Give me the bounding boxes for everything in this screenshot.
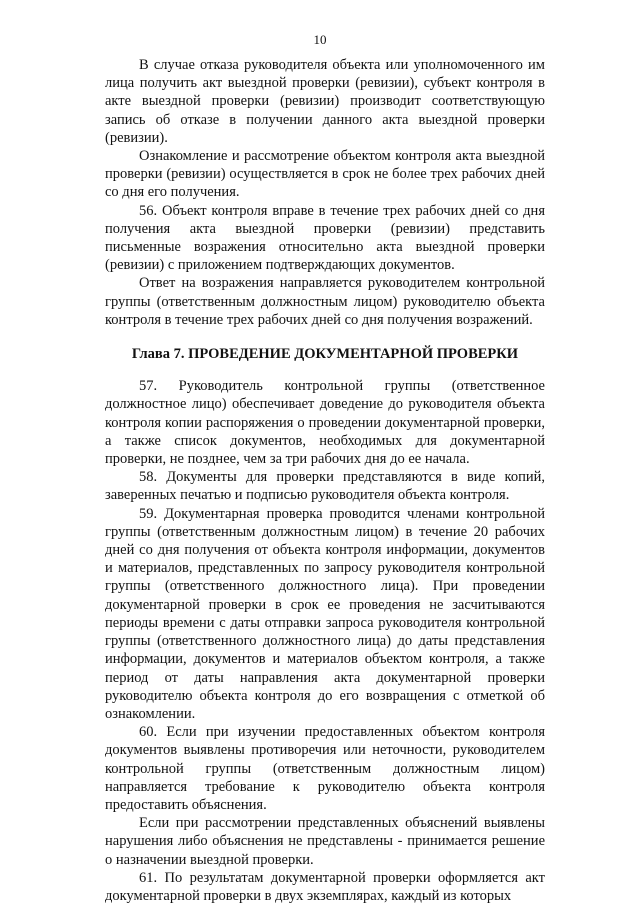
paragraph-refusal-record: В случае отказа руководителя объекта или уполномоченного им лица получить акт выездной проверки (ревизии), субъект контроля в акте выездной проверки (ревизии) производит соответствующую запись об отказе в получении данного акта выездной проверки (ревизии). [105,57,545,146]
paragraph-60: 60. Если при изучении предоставленных объектом контроля документов выявлены противоречия или неточности, руководителем контрольной группы (ответственным должностным лицом) направляется требование к руководителю объекта контроля предоставить объяснения. [105,724,545,813]
page-number: 10 [313,32,327,47]
paragraph-57: 57. Руководитель контрольной группы (ответственное должностное лицо) обеспечивает доведение до руководителя объекта контроля копии распоряжения о проведении документарной проверки, а также список документов, необходимых для документарной проверки, не позднее, чем за три рабочих дня до ее начала. [105,378,545,468]
chapter-heading: Глава 7. ПРОВЕДЕНИЕ ДОКУМЕНТАРНОЙ ПРОВЕРКИ [131,346,519,363]
paragraph-explanations: Если при рассмотрении представленных объяснений выявлены нарушения либо объяснения не представлены - принимается решение о назначении выездной проверки. [105,815,545,868]
paragraph-58: 58. Документы для проверки представляются в виде копий, заверенных печатью и подписью руководителя объекта контроля. [105,469,545,504]
paragraph-61: 61. По результатам документарной проверки оформляется акт документарной проверки в двух экземплярах, каждый из которых [105,869,545,904]
paragraph-objection-response: Ответ на возражения направляется руководителем контрольной группы (ответственным должностным лицом) руководителю объекта контроля в течение трех рабочих дней со дня получения возражений. [105,275,545,328]
paragraph-56-objections: 56. Объект контроля вправе в течение трех рабочих дней со дня получения акта выездной проверки (ревизии) представить письменные возражения относительно акта выездной проверки (ревизии) с приложением подтверждающих документов. [105,202,545,274]
document-body [105,56,545,905]
paragraph-review-deadline: Ознакомление и рассмотрение объектом контроля акта выездной проверки (ревизии) осуществляется в срок не более трех рабочих дней со дня его получения. [105,148,545,201]
paragraph-59: 59. Документарная проверка проводится членами контрольной группы (ответственным должностным лицом) в течение 20 рабочих дней со дня получения от объекта контроля информации, документов и материалов, представленных по запросу руководителя контрольной группы (ответственного должностного лица). При проведении документарной проверки в срок ее проведения не засчитываются периоды времени с даты отправки запроса руководителя контрольной группы (ответственного должностного лица) до даты представления информации, документов и материалов объектом контроля, а также период от даты направления акта документарной проверки руководителю объекта контроля до его возвращения с отметкой об ознакомлении. [105,505,545,722]
